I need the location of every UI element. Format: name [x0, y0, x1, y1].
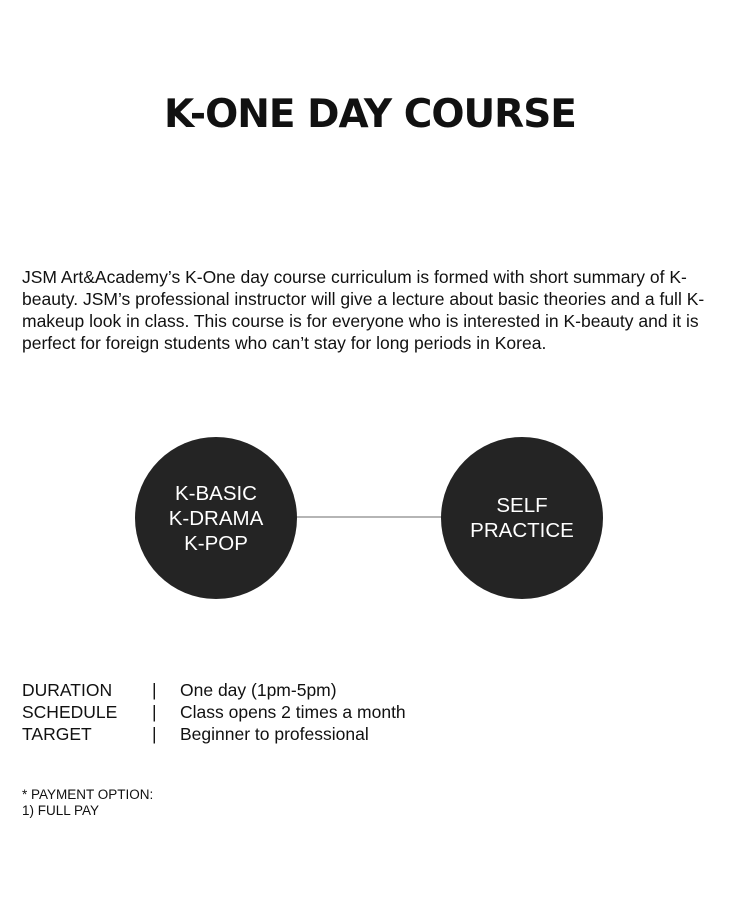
info-separator: |	[152, 724, 157, 744]
info-value: Beginner to professional	[180, 724, 369, 744]
payment-options	[22, 787, 153, 819]
info-row-schedule	[22, 701, 406, 723]
info-separator: |	[152, 680, 157, 700]
curriculum-item-k-basic: K-BASIC	[174, 481, 257, 505]
course-info-table	[22, 679, 406, 745]
course-description: JSM Art&Academy’s K-One day course curriculum is formed with short summary of K-beauty. JSM’s professional instructor will give a lecture about basic theories and a full K-makeup look in class. This course is for everyone who is interested in K-beauty and it is perfect for foreign students who can’t stay for long periods in Korea.	[22, 267, 705, 353]
self-practice-circle	[441, 437, 603, 599]
info-row-target	[22, 723, 406, 745]
curriculum-item-k-drama: K-DRAMA	[168, 506, 264, 530]
info-value: Class opens 2 times a month	[180, 702, 406, 722]
curriculum-item-k-pop: K-POP	[184, 531, 248, 555]
info-label: SCHEDULE	[22, 702, 118, 722]
info-row-duration	[22, 679, 406, 701]
self-practice-line-1: SELF	[496, 494, 548, 517]
page-title: K-ONE DAY COURSE	[164, 92, 576, 137]
payment-heading: * PAYMENT OPTION:	[22, 787, 154, 802]
info-separator: |	[152, 702, 157, 722]
curriculum-circle	[135, 437, 297, 599]
self-practice-line-2: PRACTICE	[470, 519, 574, 542]
info-label: DURATION	[22, 680, 113, 700]
info-label: TARGET	[22, 724, 92, 744]
payment-option-item: 1) FULL PAY	[22, 803, 100, 818]
info-value: One day (1pm-5pm)	[180, 680, 337, 700]
diagram-connector-line	[296, 516, 442, 518]
